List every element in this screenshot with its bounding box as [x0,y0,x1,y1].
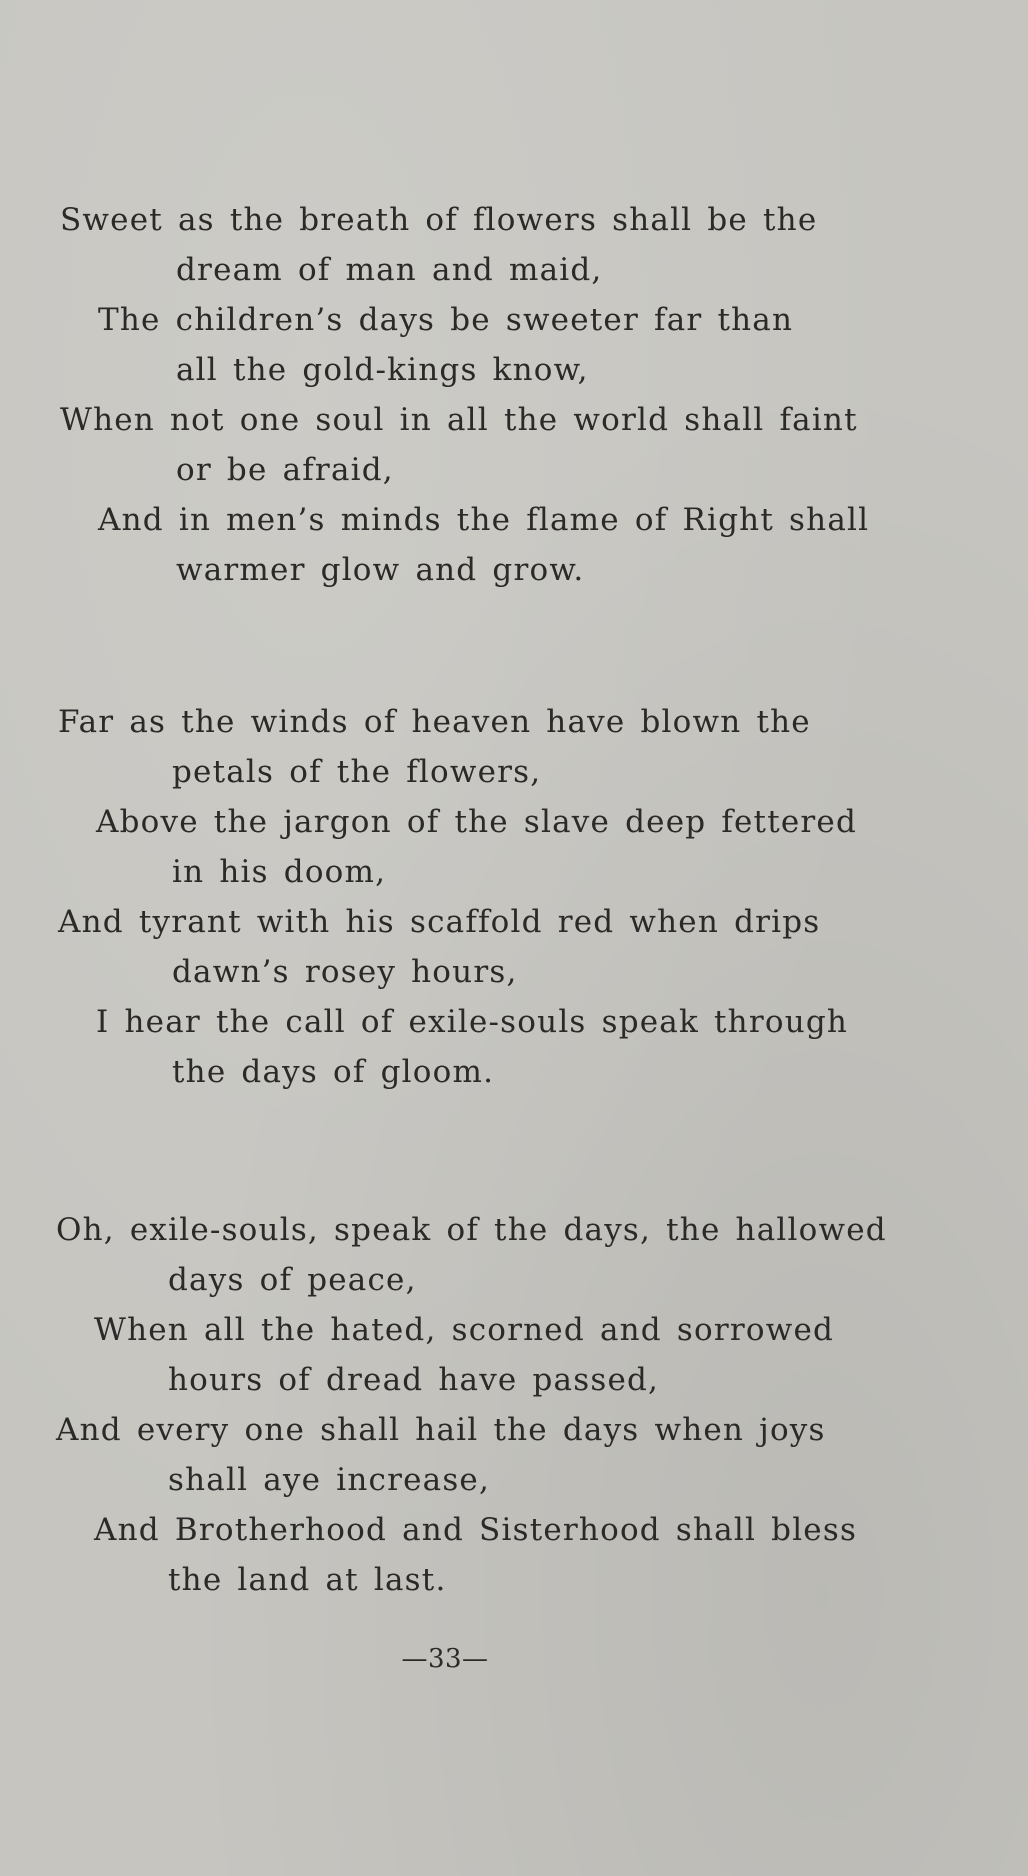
verse-line: I hear the call of exile-souls speak through [96,1004,849,1040]
verse-line: And in men’s minds the flame of Right shall [98,502,870,538]
verse-line-continuation: in his doom, [172,854,387,890]
verse-line: And tyrant with his scaffold red when drips [58,904,821,940]
verse-line-continuation: shall aye increase, [168,1462,491,1498]
verse-line: And Brotherhood and Sisterhood shall bless [94,1512,858,1548]
verse-line: When all the hated, scorned and sorrowed [94,1312,835,1348]
verse-line-continuation: dawn’s rosey hours, [172,954,518,990]
verse-line-continuation: the days of gloom. [172,1054,495,1090]
verse-line-continuation: the land at last. [168,1562,447,1598]
page-number: —33— [401,1644,489,1674]
verse-line: Sweet as the breath of flowers shall be the [60,202,818,238]
verse-line: When not one soul in all the world shall faint [60,402,858,438]
verse-line-continuation: petals of the flowers, [172,754,542,790]
verse-line: The children’s days be sweeter far than [98,302,794,338]
verse-line: Above the jargon of the slave deep fettered [96,804,858,840]
verse-line-continuation: warmer glow and grow. [176,552,585,588]
verse-line-continuation: hours of dread have passed, [168,1362,660,1398]
verse-line: Far as the winds of heaven have blown the [58,704,811,740]
verse-line: And every one shall hail the days when joys [56,1412,826,1448]
verse-line-continuation: or be afraid, [176,452,394,488]
verse-line-continuation: dream of man and maid, [176,252,603,288]
verse-line: Oh, exile-souls, speak of the days, the hallowed [56,1212,887,1248]
verse-line-continuation: days of peace, [168,1262,417,1298]
verse-line-continuation: all the gold-kings know, [176,352,589,388]
